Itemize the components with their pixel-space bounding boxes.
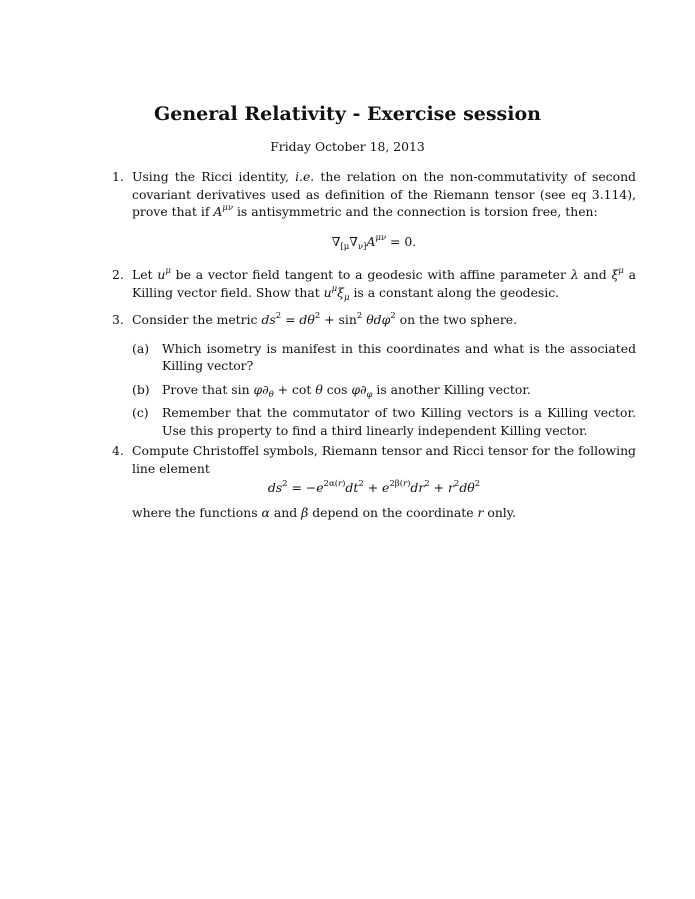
line-element-equation: $ds^2 = -e^{2\alpha(r)}dt^2 + e^{2\beta(r)}dr^2 + r^2d\theta^2$ [267,479,481,495]
exercise-text: Consider the metric $ds^2 = d\theta^2 + \sin^2 \theta d\varphi^2$ on the two sphere. [132,311,518,327]
document-date: Friday October 18, 2013 [270,139,425,154]
exercise-2 [112,266,636,301]
exercise-3 [112,311,636,439]
exercise-number: 2. [112,267,124,282]
exercise-4 [112,442,636,521]
exercise-1 [112,168,636,250]
document-title: General Relativity - Exercise session [154,103,541,125]
exercise-number: 3. [112,312,124,327]
subpart-a: (a) Which isometry is manifest in this coordinates and what is the associated Killing vector? [132,340,636,373]
exercise-note: where the functions α and β depend on the coordinate r only. [132,504,517,520]
exercise-text: Let $u^\mu$ be a vector field tangent to a geodesic with affine parameter λ and $\xi^\mu$ a Killing vector field. Show that $u^\mu\xi_\mu$ is a constant along the geodesic. [132,266,637,303]
subpart-b: (b) Prove that $\sin \varphi\partial_\theta + \cot \theta$ $\cos \varphi\partial_\varphi$ is another Killing vector. [132,381,531,400]
exercise-number: 4. [112,443,124,458]
exercise-number: 1. [112,169,124,184]
equation: $\nabla_{[\mu}\nabla_{\nu]}A^{\mu\nu} = 0$. [331,232,417,252]
exercise-text: Compute Christoffel symbols, Riemann tensor and Ricci tensor for the following line element [132,443,636,476]
subpart-c: (c) Remember that the commutator of two Killing vectors is a Killing vector. Use this property to find a third linearly independent Killing vector. [132,405,636,438]
exercise-text: Using the Ricci identity, i.e. the relation on the non-commutativity of second covariant derivatives used as definition of the Riemann tensor (see eq 3.114), prove that if $A^{\mu\nu}$ is antisymmetric and the connection is torsion free, then: [132,169,636,219]
